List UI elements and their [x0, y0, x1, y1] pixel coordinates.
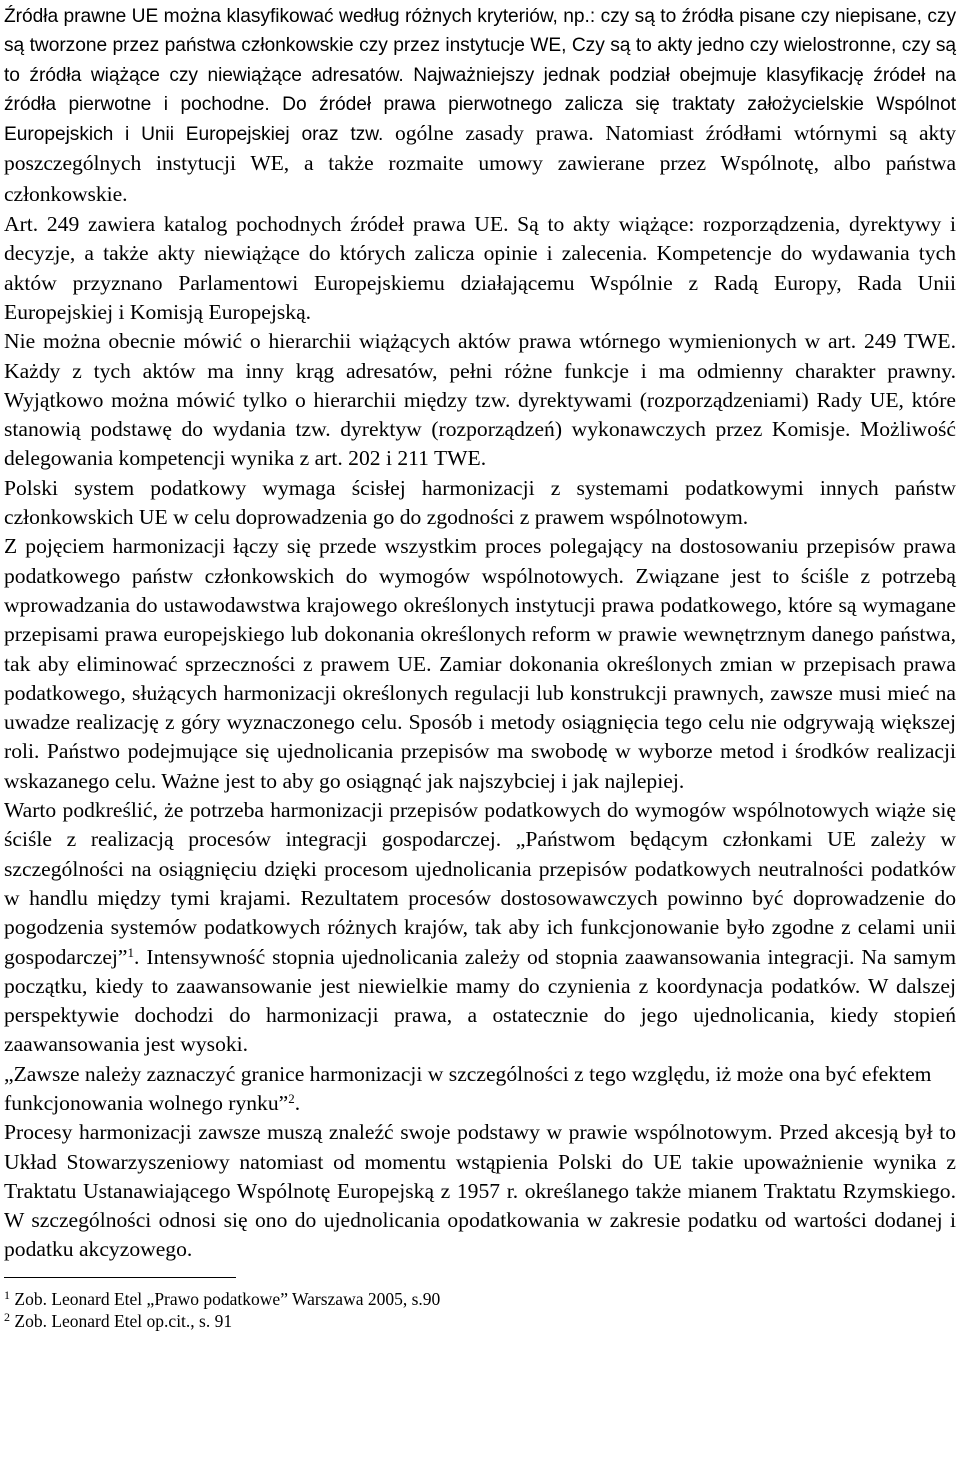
paragraph-hierarchy [4, 327, 956, 473]
footnote-ref-1[interactable]: 1 [127, 944, 134, 960]
paragraph-text: . Intensywność stopnia ujednolicania zależy od stopnia zaawansowania integracji. Na samym początku, kiedy to zaawansowanie jest niewielkie mamy do czynienia z koordynacja podatków. W dalszej perspektywie dochodzi do harmonizacji prawa, a ostatecznie do jego ujednolicania, kiedy stopień zaawansowania jest wysoki. [4, 944, 956, 1057]
document-page [4, 2, 956, 1332]
paragraph-free-market-quote [4, 1060, 956, 1119]
paragraph-text: . [294, 1090, 301, 1115]
footnote-number: 1 [4, 1287, 10, 1302]
paragraph-text: ogólne zasady prawa. Natomiast źródłami wtórnymi są akty poszczególnych instytucji WE, a także rozmaite umowy zawierane przez Wspólnotę, albo państwa członkowskie. [4, 121, 957, 206]
footnote-text: Zob. Leonard Etel „Prawo podatkowe” Warszawa 2005, s.90 [10, 1288, 441, 1309]
paragraph-text: Nie można obecnie mówić o hierarchii wiążących aktów prawa wtórnego wymienionych w art. 249 TWE. Każdy z tych aktów ma inny krąg adresatów, pełni różne funkcje i ma odmienny charakter prawny. Wyjątkowo można mówić tylko o hierarchii między tzw. dyrektywami (rozporządzeniami) Rady UE, które stanowią podstawę do wydania tzw. dyrektyw (rozporządzeń) wykonawczych przez Komisje. Możliwość delegowania kompetencji wynika z art. 202 i 211 TWE. [4, 329, 956, 471]
footnote-separator [4, 1277, 236, 1278]
paragraph-text: Warto podkreślić, że potrzeba harmonizacji przepisów podatkowych do wymogów wspólnotowych wiąże się ściśle z realizacją procesów integracji gospodarczej. „Państwom będącym członkami UE zależy w szczególności na osiągnięciu dzięki procesom ujednolicania przepisów podatkowych neutralności podatków w handlu między tymi krajami. Rezultatem procesów dostosowawczych powinno być doprowadzenie do pogodzenia systemów podatkowych różnych krajów, tak aby ich funkcjonowanie było zgodne z celami unii gospodarczej” [4, 798, 956, 969]
paragraph-legal-basis [4, 1118, 956, 1264]
paragraph-sources-classification [4, 2, 956, 210]
paragraph-art-249 [4, 210, 956, 327]
paragraph-text: Procesy harmonizacji zawsze muszą znaleźć swoje podstawy w prawie wspólnotowym. Przed akcesją był to Układ Stowarzyszeniowy natomiast od momentu wstąpienia Polski do UE takie upoważnienie wynika z Traktatu Ustanawiającego Wspólnotę Europejską z 1957 r. określanego także mianem Traktatu Rzymskiego. W szczególności odnosi się ono do ujednolicania opodatkowania w zakresie podatku od wartości dodanej i podatku akcyzowego. [4, 1120, 956, 1262]
footnote-text: Zob. Leonard Etel op.cit., s. 91 [10, 1310, 233, 1331]
footnote-number: 2 [4, 1309, 10, 1324]
paragraph-harmonization-concept [4, 532, 956, 796]
footnote-1 [4, 1288, 956, 1310]
paragraph-text: Z pojęciem harmonizacji łączy się przede wszystkim proces polegający na dostosowaniu przepisów prawa podatkowego państw członkowskich do wymogów wspólnotowych. Związane jest to ściśle z potrzebą wprowadzania do ustawodawstwa krajowego określonych instytucji prawa podatkowego, które są wymagane przepisami prawa europejskiego lub dokonania określonych reform w prawie wewnętrznym danego państwa, tak aby eliminować sprzeczności z prawem UE. Zamiar dokonania określonych zmian w przepisach prawa podatkowego, służących harmonizacji określonych regulacji lub konstrukcji prawnych, zawsze musi mieć na uwadze realizację z góry wyznaczonego celu. Sposób i metody osiągnięcia tego celu nie odgrywają większej roli. Państwo podejmujące się ujednolicania przepisów ma swobodę w wyborze metod i środków realizacji wskazanego celu. Ważne jest to aby go osiągnąć jak najszybciej i jak najlepiej. [4, 534, 956, 793]
paragraph-text: Źródła prawne UE można klasyfikować według różnych kryteriów, np.: czy są to źródła pisane czy niepisane, czy są tworzone przez państwa członkowskie czy przez instytucje WE, Czy są to akty jedno czy wielostronne, czy są to źródła wiążące czy niewiążące adresatów. Najważniejszy jednak podział obejmuje klasyfikację źródeł na źródła pierwotne i pochodne. Do źródeł prawa pierwotnego zalicza się traktaty założycielskie Wspólnot Europejskich i Unii Europejskiej oraz tzw. [4, 6, 956, 146]
paragraph-text: Polski system podatkowy wymaga ścisłej harmonizacji z systemami podatkowymi innych państw członkowskich UE w celu doprowadzenia go do zgodności z prawem wspólnotowym. [4, 475, 956, 530]
footnote-2 [4, 1310, 956, 1332]
paragraph-integration [4, 796, 956, 1060]
paragraph-text: „Zawsze należy zaznaczyć granice harmonizacji w szczególności z tego względu, iż może ona być efektem funkcjonowania wolnego rynku” [4, 1061, 932, 1115]
footnote-ref-2[interactable]: 2 [288, 1090, 295, 1106]
paragraph-text: Art. 249 zawiera katalog pochodnych źródeł prawa UE. Są to akty wiążące: rozporządzenia, dyrektywy i decyzje, a także akty niewiążące do których zalicza opinie i zalecenia. Kompetencje do wydawania tych aktów przyznano Parlamentowi Europejskiemu działającemu Wspólnie z Radą Europy, Rada Unii Europejskiej i Komisją Europejską. [4, 212, 956, 324]
paragraph-polish-tax-system [4, 474, 956, 533]
